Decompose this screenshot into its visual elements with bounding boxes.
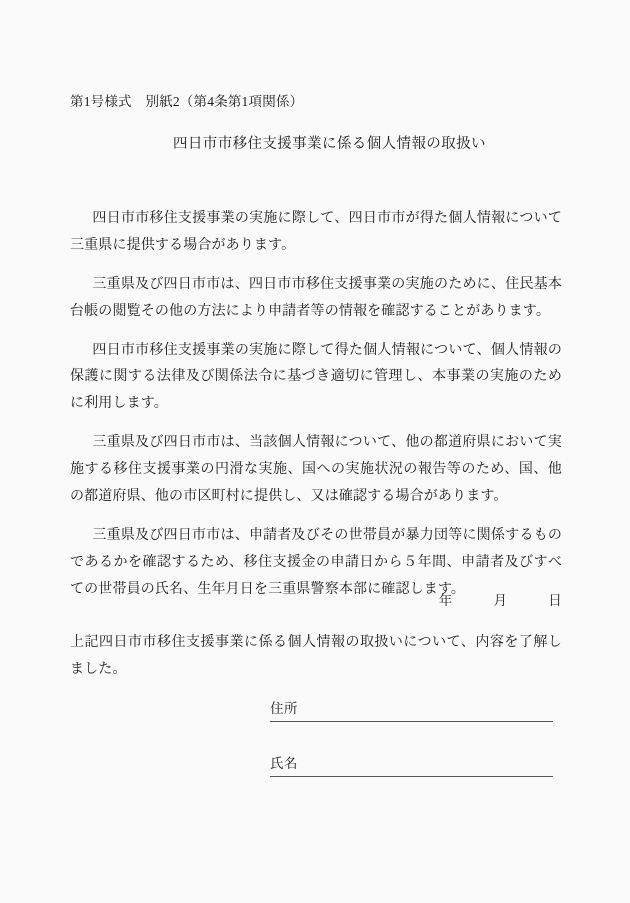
body-text-block — [70, 206, 562, 603]
paragraph: 四日市市移住支援事業の実施に際して得た個人情報について、個人情報の保護に関する法律及び関係法令に基づき適切に管理し、本事業の実施のために利用します。 — [70, 342, 562, 412]
acknowledgement-statement: 上記四日市市移住支援事業に係る個人情報の取扱いについて、内容を了解しました。 — [70, 635, 562, 677]
form-number-header: 第1号様式 別紙2（第4条第1項関係） — [70, 94, 304, 109]
paragraph: 三重県及び四日市市は、申請者及びその世帯員が暴力団等に関係するものであるかを確認するため、移住支援金の申請日から５年間、申請者及びすべての世帯員の氏名、生年月日を三重県警察本部に確認します。 — [70, 527, 562, 597]
address-field-row[interactable] — [270, 697, 553, 722]
paragraph: 四日市市移住支援事業の実施に際して、四日市市が得た個人情報について三重県に提供する場合があります。 — [70, 211, 562, 253]
paragraph: 三重県及び四日市市は、四日市市移住支援事業の実施のために、住民基本台帳の閲覧その他の方法により申請者等の情報を確認することがあります。 — [70, 276, 562, 319]
name-field-label: 氏名 — [270, 756, 298, 771]
paragraph: 三重県及び四日市市は、当該個人情報について、他の都道府県において実施する移住支援事業の円滑な実施、国への実施状況の報告等のため、国、他の都道府県、他の市区町村に提供し、又は確認する場合があります。 — [70, 435, 562, 504]
date-entry-line[interactable]: 年 月 日 — [438, 593, 562, 608]
address-field-label: 住所 — [270, 701, 298, 716]
name-field-row[interactable] — [270, 752, 553, 777]
signature-fields — [270, 697, 553, 777]
document-title: 四日市市移住支援事業に係る個人情報の取扱い — [173, 136, 486, 152]
